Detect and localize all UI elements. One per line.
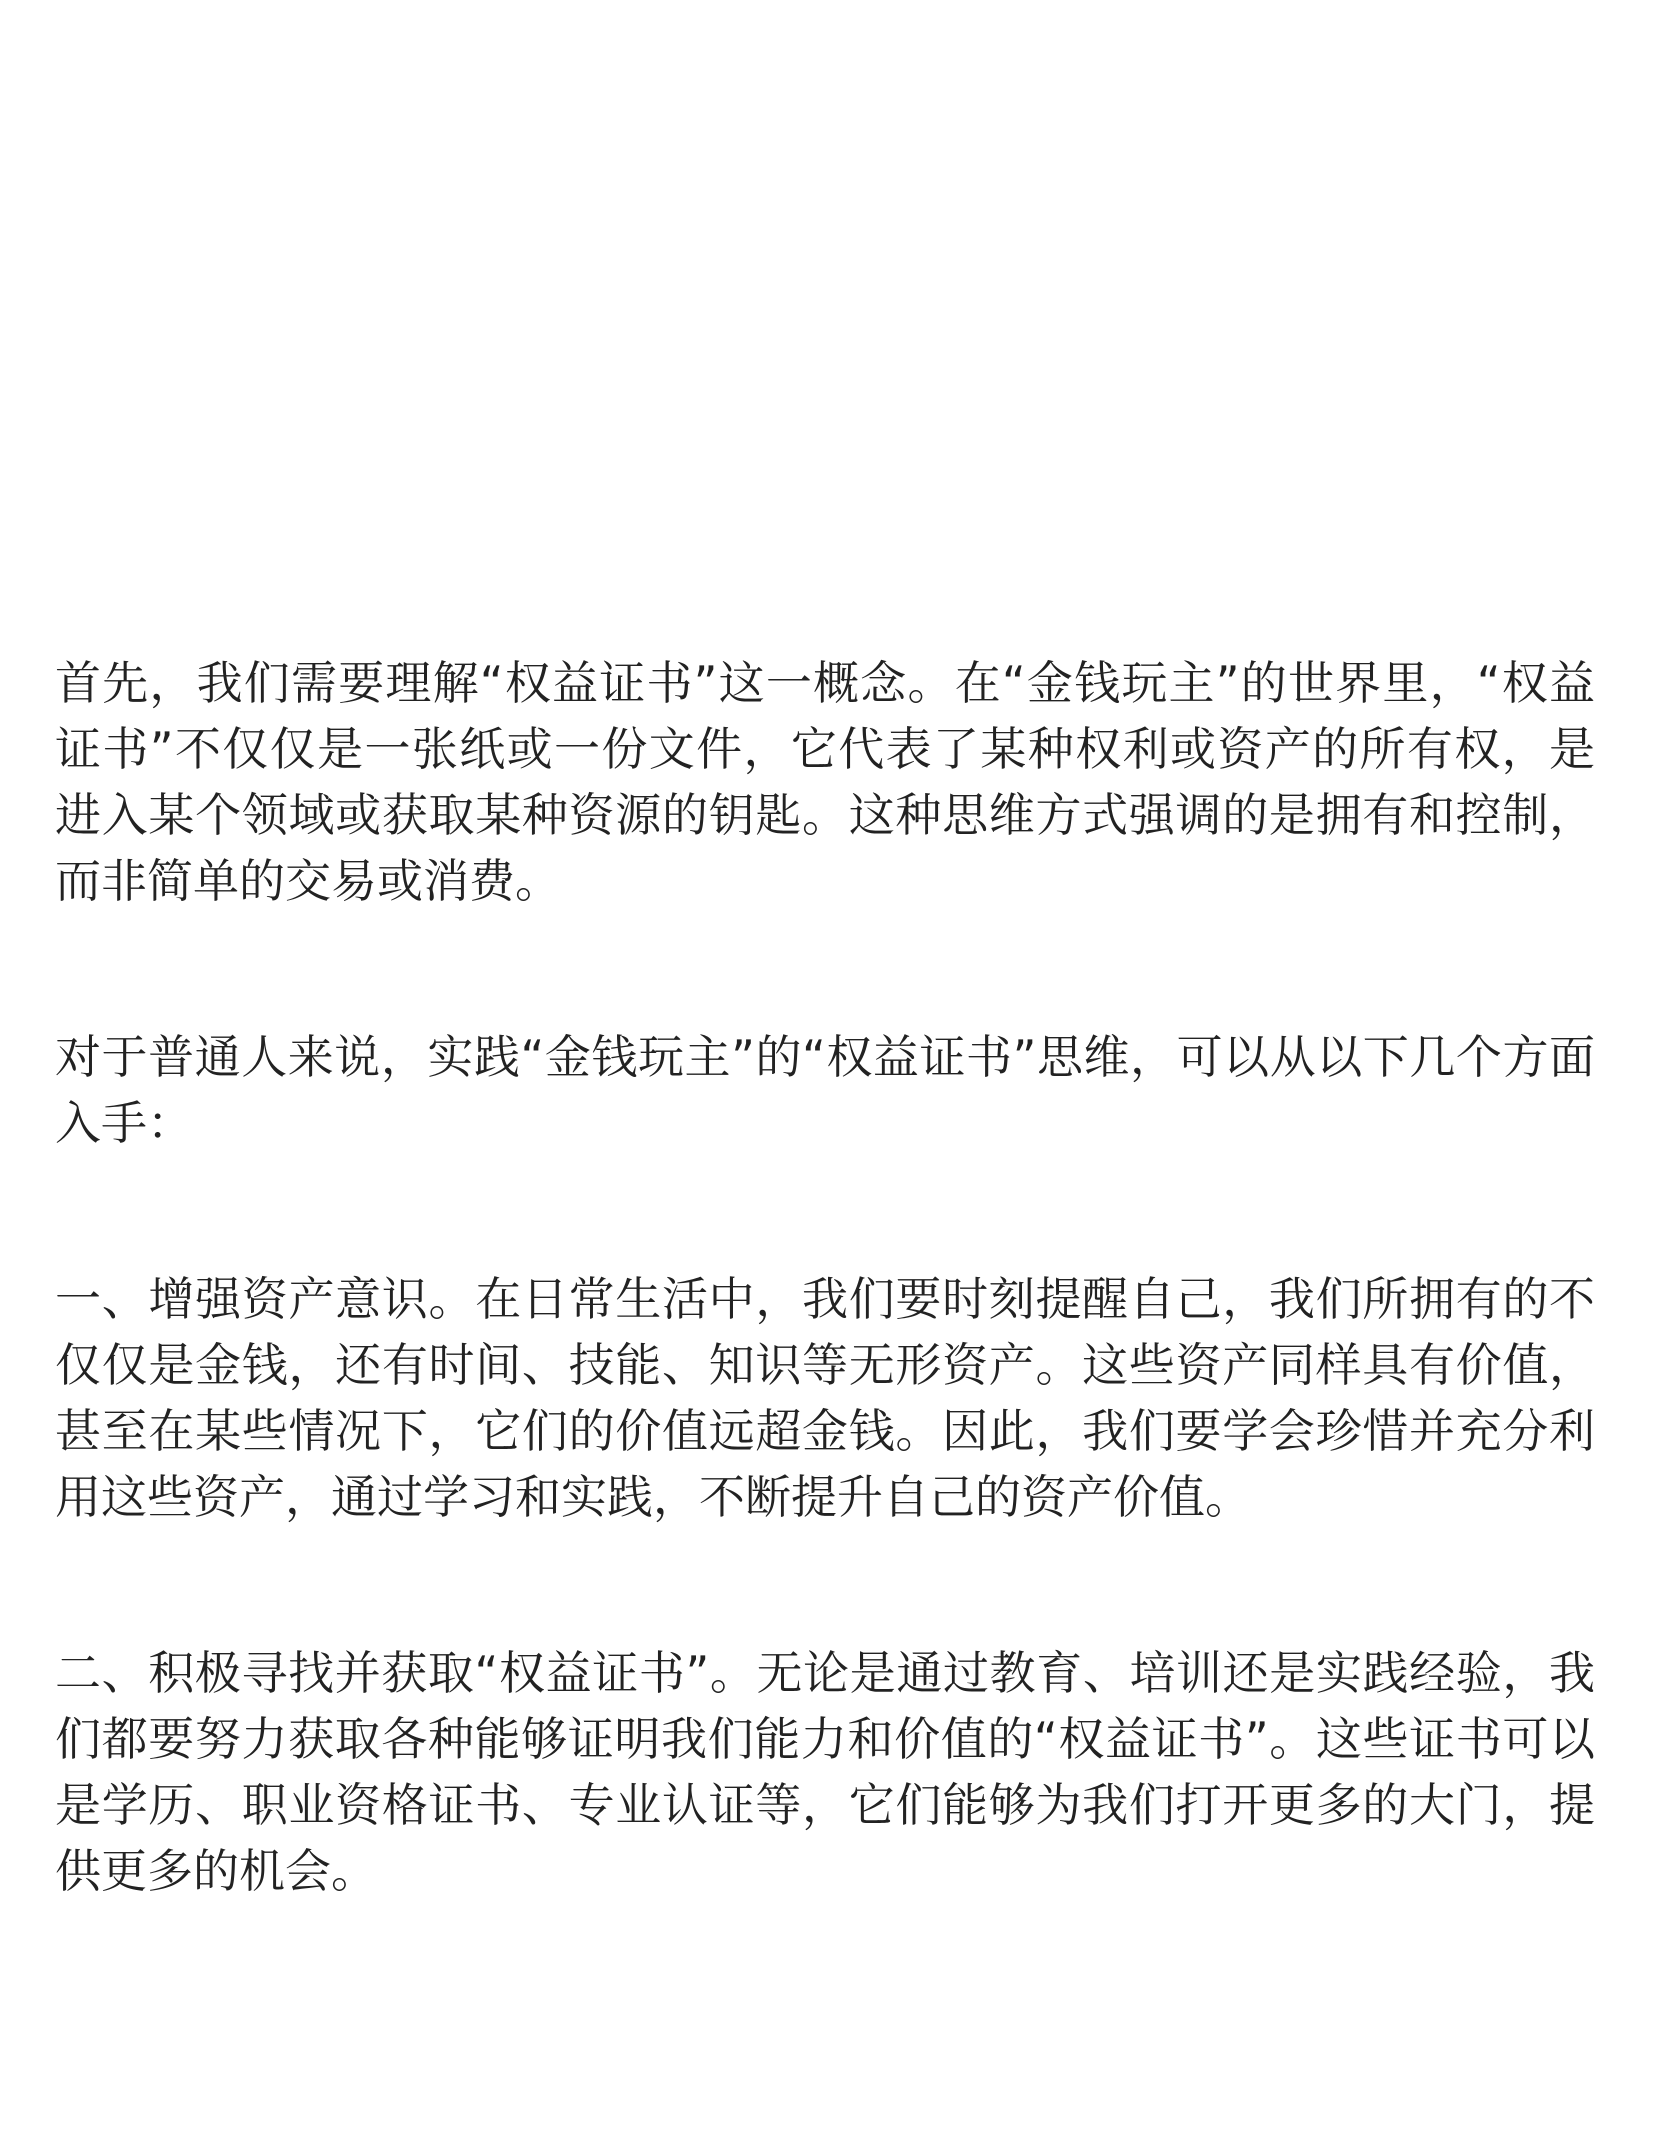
article-body [55,650,1595,2014]
paragraph-intro: 首先，我们需要理解“权益证书”这一概念。在“金钱玩主”的世界里，“权益证书”不仅仅是一张纸或一份文件，它代表了某种权利或资产的所有权，是进入某个领域或获取某种资源的钥匙。这种思维方式强调的是拥有和控制，而非简单的交易或消费。 [55,656,1595,908]
paragraph-approach: 对于普通人来说，实践“金钱玩主”的“权益证书”思维，可以从以下几个方面入手： [55,1030,1595,1150]
paragraph-point-two: 二、积极寻找并获取“权益证书”。无论是通过教育、培训还是实践经验，我们都要努力获取各种能够证明我们能力和价值的“权益证书”。这些证书可以是学历、职业资格证书、专业认证等，它们能够为我们打开更多的大门，提供更多的机会。 [55,1646,1595,1898]
paragraph-point-one: 一、增强资产意识。在日常生活中，我们要时刻提醒自己，我们所拥有的不仅仅是金钱，还有时间、技能、知识等无形资产。这些资产同样具有价值，甚至在某些情况下，它们的价值远超金钱。因此，我们要学会珍惜并充分利用这些资产，通过学习和实践，不断提升自己的资产价值。 [55,1272,1595,1524]
